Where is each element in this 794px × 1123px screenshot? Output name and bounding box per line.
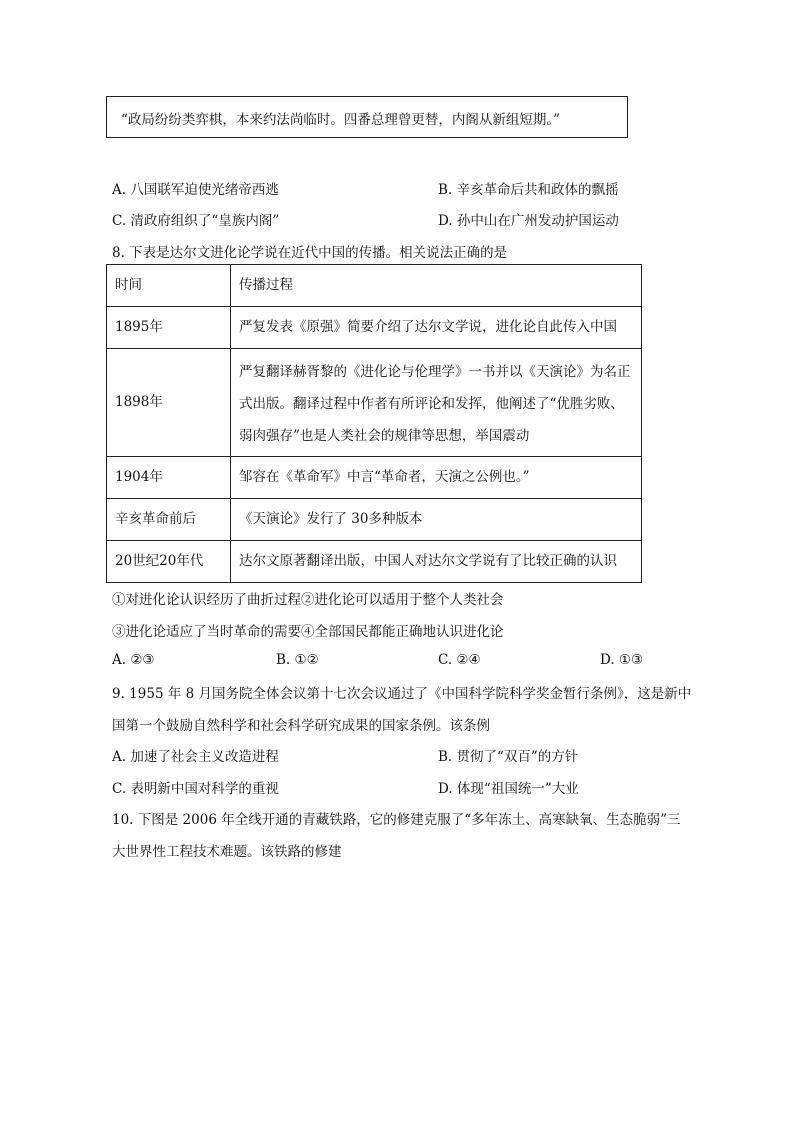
q10-stem-line-2: 大世界性工程技术难题。该铁路的修建 — [112, 844, 342, 860]
q8-option-d[interactable]: D. ①③ — [600, 652, 644, 668]
table-row — [107, 457, 642, 499]
table-cell-process: 邹容在《革命军》中言“革命者，天演之公例也。” — [231, 457, 642, 499]
table-cell-process: 严复发表《原强》简要介绍了达尔文学说，进化论自此传入中国 — [231, 307, 642, 349]
table-cell-time: 1904年 — [107, 457, 231, 499]
q8-stem: 8. 下表是达尔文进化论学说在近代中国的传播。相关说法正确的是 — [112, 245, 508, 261]
q8-statement-line-1: ①对进化论认识经历了曲折过程②进化论可以适用于整个人类社会 — [112, 592, 504, 608]
q8-table — [106, 264, 642, 583]
q10-stem-line-1: 10. 下图是 2006 年全线开通的青藏铁路，它的修建克服了“多年冻土、高寒缺氧、生态脆弱”三 — [112, 812, 681, 828]
table-cell-time: 20世纪20年代 — [107, 541, 231, 583]
table-header-row — [107, 265, 642, 307]
table-cell-time: 1895年 — [107, 307, 231, 349]
q9-option-a[interactable]: A. 加速了社会主义改造进程 — [112, 749, 279, 765]
table-row — [107, 349, 642, 457]
q9-option-d[interactable]: D. 体现“祖国统一”大业 — [438, 781, 579, 797]
table-cell-process: 严复翻译赫胥黎的《进化论与伦理学》一书并以《天演论》为名正式出版。翻译过程中作者有所评论和发挥，他阐述了“优胜劣败、弱肉强存”也是人类社会的规律等思想，举国震动 — [231, 349, 642, 457]
q8-statement-line-2: ③进化论适应了当时革命的需要④全部国民都能正确地认识进化论 — [112, 624, 504, 640]
table-row — [107, 307, 642, 349]
q7-option-b[interactable]: B. 辛亥革命后共和政体的飘摇 — [438, 182, 619, 198]
q7-quote-text: “政局纷纷类弈棋，本来约法尚临时。四番总理曾更替，内阁从新组短期。” — [121, 112, 561, 128]
table-row — [107, 541, 642, 583]
q9-option-c[interactable]: C. 表明新中国对科学的重视 — [112, 781, 279, 797]
q7-option-a[interactable]: A. 八国联军迫使光绪帝西逃 — [112, 182, 279, 198]
q8-option-a[interactable]: A. ②③ — [112, 652, 155, 668]
table-cell-time: 1898年 — [107, 349, 231, 457]
table-row — [107, 499, 642, 541]
q7-quote-box — [106, 96, 628, 138]
table-header-time: 时间 — [107, 265, 231, 307]
table-cell-process: 达尔文原著翻译出版，中国人对达尔文学说有了比较正确的认识 — [231, 541, 642, 583]
q8-option-c[interactable]: C. ②④ — [438, 652, 481, 668]
table-header-process: 传播过程 — [231, 265, 642, 307]
q9-stem-line-2: 国第一个鼓励自然科学和社会科学研究成果的国家条例。该条例 — [112, 718, 490, 734]
q7-option-d[interactable]: D. 孙中山在广州发动护国运动 — [438, 213, 619, 229]
table-cell-process: 《天演论》发行了 30多种版本 — [231, 499, 642, 541]
q9-stem-line-1: 9. 1955 年 8 月国务院全体会议第十七次会议通过了《中国科学院科学奖金暂行条例》，这是新中 — [112, 686, 692, 702]
q7-option-c[interactable]: C. 清政府组织了“皇族内阁” — [112, 213, 280, 229]
table-cell-time: 辛亥革命前后 — [107, 499, 231, 541]
q8-option-b[interactable]: B. ①② — [276, 652, 319, 668]
q9-option-b[interactable]: B. 贯彻了“双百”的方针 — [438, 749, 579, 765]
